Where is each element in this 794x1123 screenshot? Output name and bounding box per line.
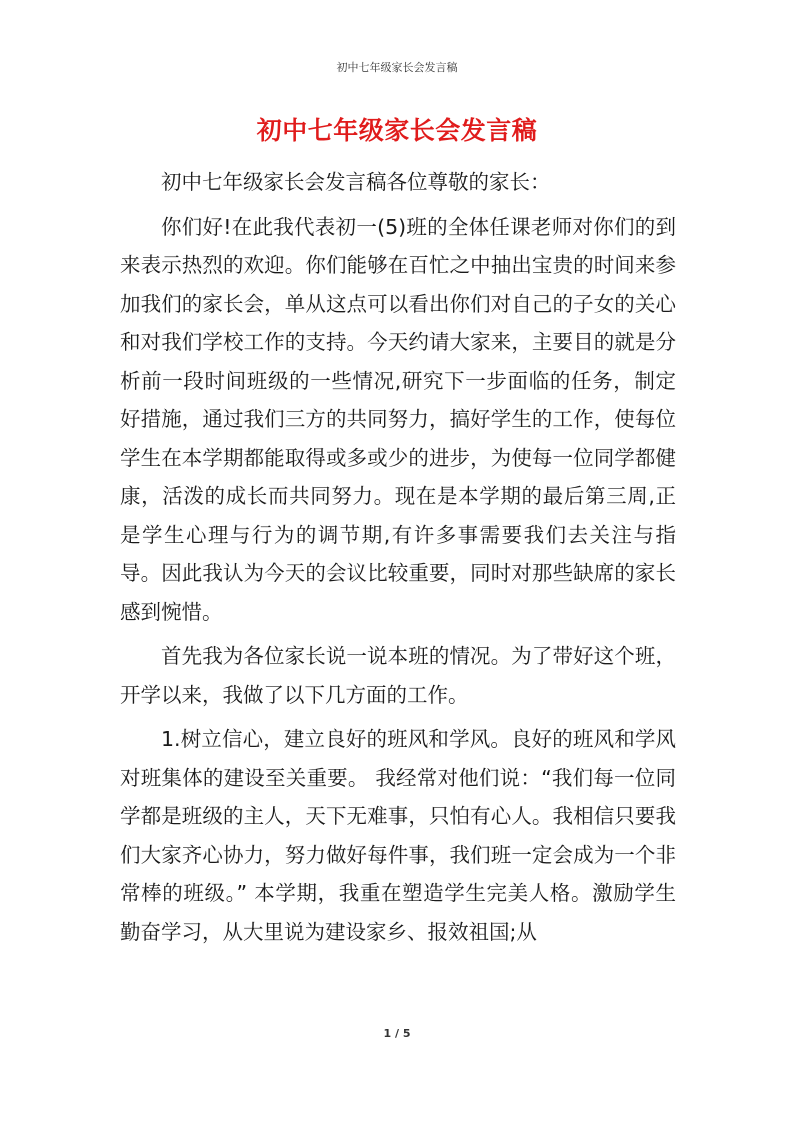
document-title: 初中七年级家长会发言稿 — [256, 116, 538, 145]
paragraph: 初中七年级家长会发言稿各位尊敬的家长： — [161, 170, 551, 194]
paragraph: 1.树立信心，建立良好的班风和学风。良好的班风和学风对班集体的建设至关重要。 我经常对他们说：“我们每一位同学都是班级的主人，天下无难事，只怕有心人。我相信只要我们大家齐心协力，努力做好每件事，我们班一定会成为一个非常棒的班级。” 本学期，我重在塑造学生完美人格。激励学生勤奋学习，从大里说为建设家乡、报效祖国;从 — [120, 727, 676, 944]
page-number: 1 / 5 — [383, 1027, 411, 1040]
paragraph: 你们好!在此我代表初一(5)班的全体任课老师对你们的到来表示热烈的欢迎。你们能够在百忙之中抽出宝贵的时间来参加我们的家长会，单从这点可以看出你们对自己的子女的关心和对我们学校工作的支持。今天约请大家来，主要目的就是分析前一段时间班级的一些情况,研究下一步面临的任务，制定好措施，通过我们三方的共同努力，搞好学生的工作，使每位学生在本学期都能取得或多或少的进步，为使每一位同学都健康，活泼的成长而共同努力。现在是本学期的最后第三周,正是学生心理与行为的调节期,有许多事需要我们去关注与指导。因此我认为今天的会议比较重要，同时对那些缺席的家长感到惋惜。 — [120, 214, 676, 624]
paragraph: 首先我为各位家长说一说本班的情况。为了带好这个班，开学以来，我做了以下几方面的工作。 — [120, 644, 676, 707]
document-body — [120, 163, 676, 957]
page-header: 初中七年级家长会发言稿 — [336, 61, 458, 74]
